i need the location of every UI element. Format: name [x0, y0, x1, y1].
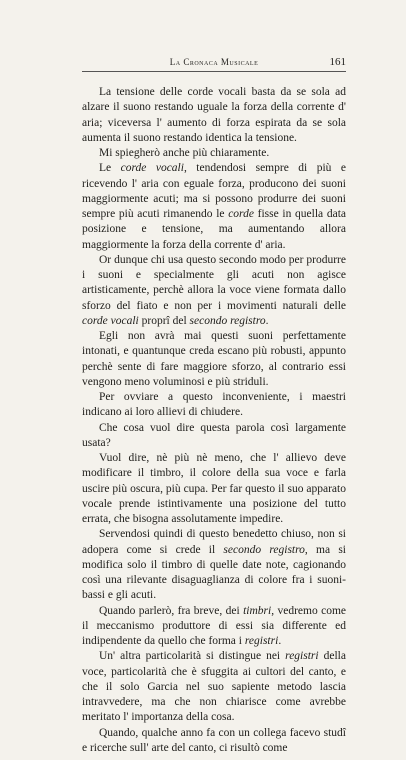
text-run: La tensione delle corde vocali basta da se sola ad alzare il suono restando uguale la forza della corrente d' aria; viceversa l' aumento di forza espirata da se sola aumenta il suono restando identica la tensione. — [82, 86, 346, 144]
italic-term: secondo registro — [223, 543, 305, 556]
italic-term: secondo registro — [189, 314, 266, 327]
paragraph — [82, 421, 346, 452]
paragraph — [82, 146, 346, 161]
italic-term: timbri — [243, 604, 272, 617]
text-run: , vedremo come il meccanismo produttore di essi sia differente ed indipendente da quello che forma i — [82, 604, 346, 647]
paragraph — [82, 85, 346, 146]
text-run: Egli non avrà mai questi suoni perfettamente intonati, e quantunque creda escano più robusti, appunto perchè sente di fare maggiore sforzo, al contrario essi vengono meno voluminosi e più striduli. — [82, 330, 346, 388]
text-run: Servendosi quindi di questo benedetto chiuso, non si adopera come si crede il — [82, 528, 346, 556]
text-run: fisse in quella data posizione e tensione, ma aumentando allora maggiormente la forza della corrente d' aria. — [82, 208, 346, 251]
running-title: La Cronaca Musicale — [169, 57, 259, 67]
text-run: Quando parlerò, fra breve, dei — [99, 604, 244, 617]
italic-term: corde — [228, 208, 254, 220]
text-run: , ma si modifica solo il timbro di quelle date note, cagionando così una rilevante disaguaglianza di colore fra i suoni-bassi e gli acuti. — [82, 543, 346, 602]
italic-term: registri — [285, 650, 319, 663]
paragraph — [82, 451, 346, 527]
paragraph — [82, 390, 346, 421]
page-number: 161 — [329, 56, 346, 68]
text-run: . — [265, 314, 269, 327]
text-run: Le — [99, 162, 121, 175]
paragraph — [82, 649, 346, 725]
text-run: Per ovviare a questo inconveniente, i maestri indicano ai loro allievi di chiudere. — [82, 391, 346, 419]
paragraph — [82, 329, 346, 390]
italic-term: corde vocali — [82, 314, 139, 327]
paragraph — [82, 253, 346, 329]
text-run: Che cosa vuol dire questa parola così largamente usata? — [82, 421, 346, 449]
text-run: proprî del — [138, 314, 190, 327]
body-text — [82, 85, 346, 756]
text-run: Un' altra particolarità si distingue nei — [99, 650, 286, 663]
paragraph — [82, 527, 346, 603]
text-run: Mi spiegherò anche più chiaramente. — [99, 147, 270, 159]
text-run: della voce, particolarità che è sfuggita ai cultori del canto, e che il solo Garcia nel suo sapiente metodo lascia intravvedere, ma che non chiarisce come avrebbe meritato l' importanza della cosa. — [82, 650, 346, 724]
paragraph — [82, 161, 346, 253]
text-run: , tendendosi sempre di più e ricevendo l' aria con eguale forza, producono dei suoni maggiormente acuti; ma si possono produrre dei suoni sempre più acuti rimanendo le — [82, 162, 346, 220]
text-run: Quando, qualche anno fa con un collega facevo studî e ricerche sull' arte del canto, ci risultò come — [82, 726, 346, 754]
italic-term: registri — [244, 635, 279, 647]
text-run: Or dunque chi usa questo secondo modo per produrre i suoni e specialmente gli acuti non agisce artisticamente, perchè allora la voce viene formata dallo sforzo del fiato e non per i movimenti naturali delle — [82, 253, 346, 312]
page-header — [82, 57, 346, 72]
text-run: Vuol dire, nè più nè meno, che l' allievo deve modificare il timbro, il colore della sua voce e farla uscire più oscura, più cupa. Per far questo il suo apparato vocale prende istintivamente una posizione del tutto errata, che bisogna assolutamente impedire. — [82, 452, 346, 525]
paragraph — [82, 604, 346, 650]
text-run: . — [278, 635, 282, 647]
paragraph — [82, 726, 346, 757]
italic-term: corde vocali — [120, 162, 184, 175]
